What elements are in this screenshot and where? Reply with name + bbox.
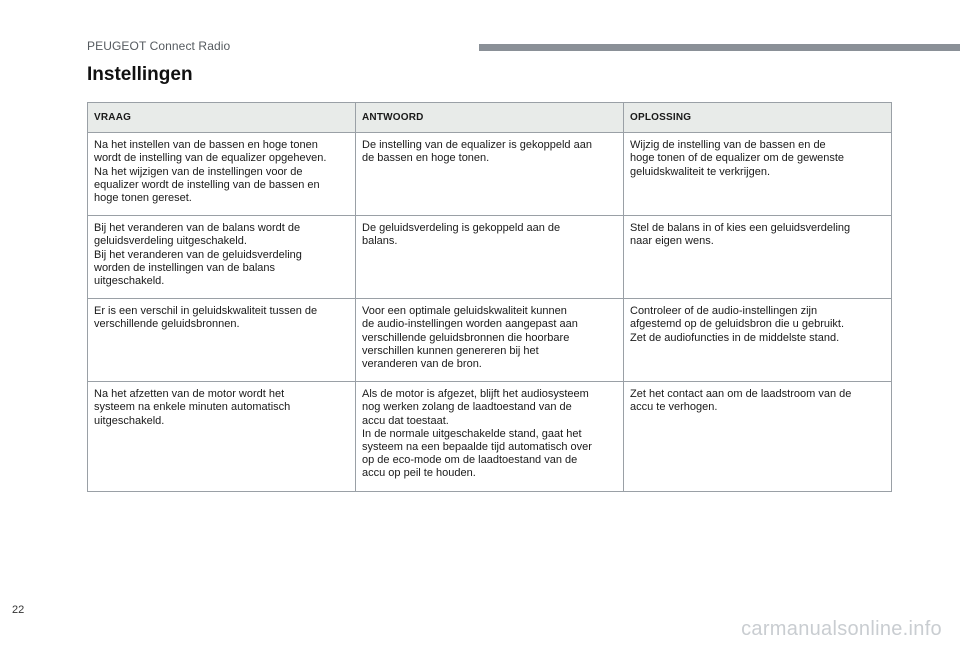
cell-text-line: systeem na enkele minuten automatisch bbox=[94, 401, 291, 414]
cell-text-line: geluidsverdeling uitgeschakeld. bbox=[94, 235, 247, 248]
cell-text-line: Zet de audiofuncties in de middelste stand. bbox=[630, 331, 840, 344]
table-body bbox=[88, 133, 892, 491]
cell-text-line: Er is een verschil in geluidskwaliteit tussen de bbox=[94, 305, 318, 318]
cell-text-line: wordt de instelling van de equalizer opgeheven. bbox=[94, 152, 327, 165]
cell-text-line: naar eigen wens. bbox=[630, 235, 714, 248]
column-header-vraag: VRAAG bbox=[88, 103, 356, 133]
cell-text-line: Als de motor is afgezet, blijft het audiosysteem bbox=[362, 388, 589, 401]
cell-text-line: verschillen kunnen genereren bij het bbox=[362, 344, 539, 357]
cell-text-line: Zet het contact aan om de laadstroom van de bbox=[630, 388, 852, 401]
cell-text-line: De instelling van de equalizer is gekoppeld aan bbox=[362, 139, 592, 152]
cell-text-line: afgestemd op de geluidsbron die u gebruikt. bbox=[630, 318, 845, 331]
table-cell-oplossing bbox=[624, 133, 892, 216]
cell-text-line: Bij het veranderen van de geluidsverdeling bbox=[94, 248, 302, 261]
cell-text-line: nog werken zolang de laadtoestand van de bbox=[362, 401, 572, 414]
cell-text-line: Na het afzetten van de motor wordt het bbox=[94, 388, 285, 401]
column-header-oplossing: OPLOSSING bbox=[624, 103, 892, 133]
cell-text-line: In de normale uitgeschakelde stand, gaat het bbox=[362, 427, 582, 440]
table-row bbox=[88, 382, 892, 491]
column-header-antwoord: ANTWOORD bbox=[356, 103, 624, 133]
cell-text-line: accu dat toestaat. bbox=[362, 414, 449, 427]
page-title: Instellingen bbox=[87, 64, 193, 85]
cell-text-line: Voor een optimale geluidskwaliteit kunnen bbox=[362, 305, 567, 318]
cell-text-line: worden de instellingen van de balans bbox=[94, 261, 276, 274]
table-cell-vraag bbox=[88, 133, 356, 216]
cell-text-line: Controleer of de audio-instellingen zijn bbox=[630, 305, 818, 318]
table-cell-antwoord bbox=[356, 382, 624, 491]
table-cell-antwoord bbox=[356, 133, 624, 216]
cell-text-line: Wijzig de instelling van de bassen en de bbox=[630, 139, 826, 152]
cell-text-line: de bassen en hoge tonen. bbox=[362, 152, 490, 165]
table-header-row bbox=[88, 103, 892, 133]
table-cell-vraag bbox=[88, 382, 356, 491]
faq-table bbox=[87, 102, 892, 492]
cell-text-line: Na het wijzigen van de instellingen voor de bbox=[94, 165, 303, 178]
cell-text-line: verschillende geluidsbronnen. bbox=[94, 318, 240, 331]
table-cell-oplossing bbox=[624, 299, 892, 382]
cell-text-line: accu op peil te houden. bbox=[362, 467, 476, 480]
cell-text-line: systeem na een bepaalde tijd automatisch over bbox=[362, 441, 592, 454]
cell-text-line: Na het instellen van de bassen en hoge tonen bbox=[94, 139, 318, 152]
table-cell-oplossing bbox=[624, 382, 892, 491]
cell-text-line: verschillende geluidsbronnen die hoorbare bbox=[362, 331, 570, 344]
cell-text-line: hoge tonen gereset. bbox=[94, 192, 192, 205]
cell-text-line: accu te verhogen. bbox=[630, 401, 718, 414]
cell-text-line: op de eco-mode om de laadtoestand van de bbox=[362, 454, 578, 467]
header-label: PEUGEOT Connect Radio bbox=[87, 39, 231, 53]
table-row bbox=[88, 299, 892, 382]
cell-text-line: geluidskwaliteit te verkrijgen. bbox=[630, 165, 771, 178]
cell-text-line: uitgeschakeld. bbox=[94, 275, 165, 288]
cell-text-line: balans. bbox=[362, 235, 398, 248]
table-cell-vraag bbox=[88, 299, 356, 382]
cell-text-line: hoge tonen of de equalizer om de gewenste bbox=[630, 152, 845, 165]
table-cell-antwoord bbox=[356, 299, 624, 382]
cell-text-line: de audio-instellingen worden aangepast aan bbox=[362, 318, 578, 331]
cell-text-line: veranderen van de bron. bbox=[362, 358, 482, 371]
header-bar bbox=[479, 44, 960, 51]
cell-text-line: De geluidsverdeling is gekoppeld aan de bbox=[362, 222, 561, 235]
cell-text-line: equalizer wordt de instelling van de bassen en bbox=[94, 178, 320, 191]
cell-text-line: Stel de balans in of kies een geluidsverdeling bbox=[630, 222, 851, 235]
page-number: 22 bbox=[12, 604, 25, 616]
cell-text-line: uitgeschakeld. bbox=[94, 414, 165, 427]
table-cell-vraag bbox=[88, 216, 356, 299]
table-cell-oplossing bbox=[624, 216, 892, 299]
cell-text-line: Bij het veranderen van de balans wordt de bbox=[94, 222, 301, 235]
table-row bbox=[88, 216, 892, 299]
table-cell-antwoord bbox=[356, 216, 624, 299]
watermark: carmanualsonline.info bbox=[741, 618, 942, 640]
table-row bbox=[88, 133, 892, 216]
